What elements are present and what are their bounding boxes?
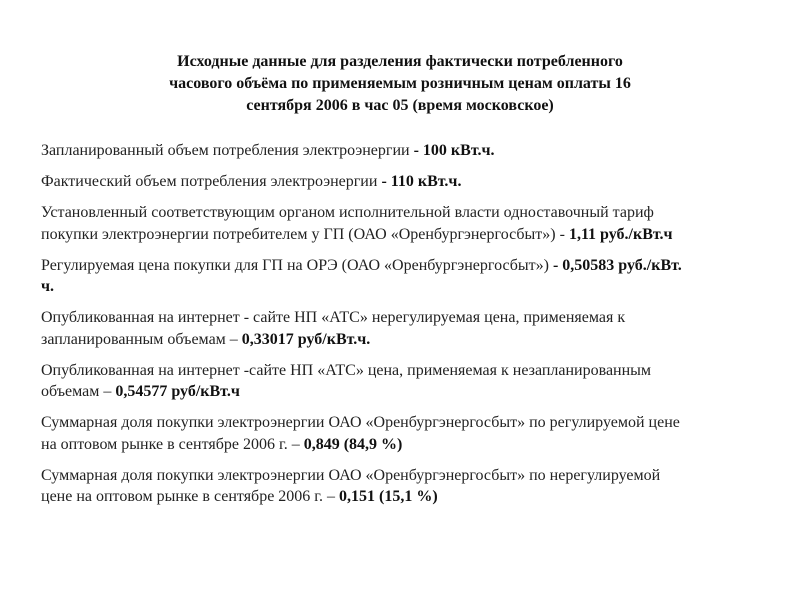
text-line — [41, 307, 781, 329]
text-line — [41, 360, 781, 382]
line-text: запланированным объемам – — [41, 330, 242, 348]
line-text: Установленный соответствующим органом исполнительной власти одноставочный тариф — [41, 204, 654, 221]
line-text: покупки электроэнергии потребителем у ГП (ОАО «Оренбургэнергосбыт») - — [41, 225, 569, 243]
line-text: Суммарная доля покупки электроэнергии ОАО «Оренбургэнергосбыт» по нерегулируемой — [41, 466, 661, 484]
regulated-share-paragraph — [41, 412, 781, 455]
line-text: Опубликованная на интернет - сайте НП «АТС» нерегулируемая цена, применяемая к — [41, 309, 626, 326]
line-value: - 0,50583 руб./кВт. — [552, 256, 682, 274]
line-value: 1,11 руб./кВт.ч — [568, 225, 673, 243]
title-line: сентября 2006 в час 05 (время московское) — [246, 97, 554, 114]
planned-volume-paragraph — [41, 140, 781, 162]
line-value: 0,54577 руб/кВт.ч — [115, 383, 240, 400]
text-line — [41, 224, 781, 246]
unregulated-share-paragraph — [41, 465, 781, 508]
actual-volume-paragraph — [41, 171, 781, 193]
line-text: Запланированный объем потребления электроэнергии — [41, 142, 414, 159]
line-text: Фактический объем потребления электроэнергии — [41, 173, 382, 190]
text-line — [41, 140, 781, 162]
line-text: цене на оптовом рынке в сентябре 2006 г. – — [41, 488, 340, 505]
tariff-paragraph — [41, 202, 781, 245]
regulated-price-paragraph — [41, 255, 781, 298]
title-line: Исходные данные для разделения фактически потребленного — [177, 53, 623, 70]
text-line — [41, 329, 781, 351]
line-value: ч. — [41, 278, 55, 295]
line-text: Регулируемая цена покупки для ГП на ОРЭ (ОАО «Оренбургэнергосбыт») — [41, 256, 553, 274]
line-value: 0,33017 руб/кВт.ч. — [241, 330, 371, 348]
text-line — [41, 171, 781, 193]
unregulated-planned-price-paragraph — [41, 307, 781, 350]
text-line — [41, 412, 781, 434]
text-line — [41, 202, 781, 224]
text-line — [41, 465, 781, 487]
line-value: - 100 кВт.ч. — [413, 142, 495, 159]
line-text: объемам – — [41, 383, 116, 400]
text-line — [41, 381, 781, 403]
title-line: часового объёма по применяемым розничным ценам оплаты 16 — [169, 75, 631, 92]
text-line — [41, 276, 781, 298]
text-line — [41, 434, 781, 456]
line-value: 0,151 (15,1 %) — [339, 488, 438, 505]
text-line — [41, 255, 781, 277]
line-text: на оптовом рынке в сентябре 2006 г. – — [41, 435, 304, 453]
line-value: - 110 кВт.ч. — [381, 173, 462, 190]
line-text: Суммарная доля покупки электроэнергии ОАО «Оренбургэнергосбыт» по регулируемой цене — [41, 414, 680, 431]
text-line — [41, 486, 781, 508]
slide-body — [41, 140, 781, 517]
line-value: 0,849 (84,9 %) — [303, 435, 403, 453]
slide-title — [120, 51, 680, 117]
unplanned-price-paragraph — [41, 360, 781, 403]
line-text: Опубликованная на интернет -сайте НП «АТС» цена, применяемая к незапланированным — [41, 361, 652, 379]
